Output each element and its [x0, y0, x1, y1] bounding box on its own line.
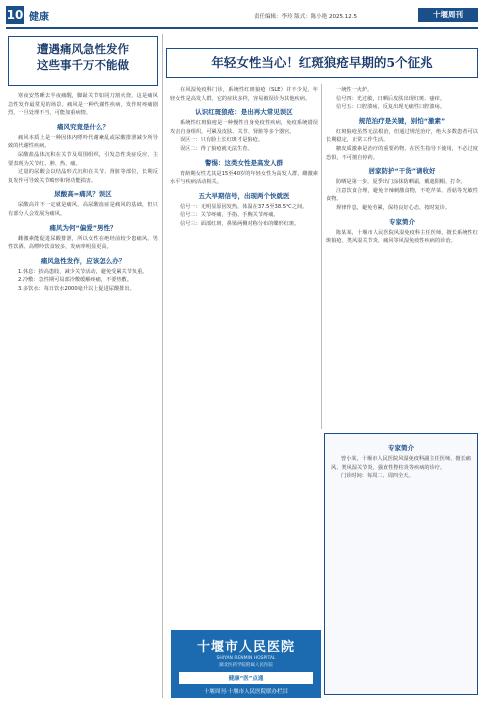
right-paragraph: 在风湿免疫科门诊，系统性红斑狼疮（SLE）并不少见，年轻女性是高发人群。它的症状多样，容易被误诊为其他疾病。	[170, 87, 318, 102]
left-paragraph: 2.冷敷：急性期可局部冷敷缓解疼痛，不要热敷。	[18, 277, 132, 284]
page-number: 10	[6, 8, 24, 22]
left-paragraph: 雌激素能促进尿酸排泄，所以女性在绝经前较少患痛风。男性饮酒、高嘌呤饮食较多，发病率明显更高。	[8, 235, 158, 251]
ad-footer: 十堰周刊·十堰市人民医院联办栏目	[203, 689, 289, 695]
right-paragraph: 信号一：无明显原因发热，体温在37.5至38.5℃之间。	[180, 203, 308, 210]
expert-box-title: 专家简介	[388, 444, 414, 452]
newspaper-brand: 十堰周刊	[418, 8, 478, 22]
hospital-name-en: SHIYAN RENMIN HOSPITAL	[216, 656, 276, 661]
left-subhead-4: 痛风急性发作，应该怎么办？	[40, 256, 126, 265]
right-paragraph: 一统性一火炉。	[336, 87, 373, 93]
page-header	[0, 0, 483, 30]
header-rule	[6, 27, 478, 29]
right-paragraph: 误区二：得了狼疮就无法生育。	[180, 145, 253, 152]
right-paragraph: 注意饮食合理，避免辛辣刺激食物，不吃芹菜、香菇等光敏性食物。	[326, 187, 478, 203]
left-paragraph: 3.多饮水：每日饮水2000毫升以上促进尿酸排出。	[18, 285, 135, 292]
right-paragraph: 系统性红斑狼疮是一种慢性自身免疫性疾病，免疫系统错误攻击自身组织，可累及皮肤、关节、肾脏等多个器官。	[170, 120, 318, 135]
right-subhead-5: 居家防护“干货”请收好	[368, 167, 436, 176]
left-paragraph: 痛风本质上是一种因体内嘌呤代谢紊乱或尿酸排泄减少所导致的代谢性疾病。	[8, 134, 158, 150]
right-subhead-2: 警惕：这类女性是高发人群	[205, 158, 283, 167]
expert-intro-title: 专家简介	[389, 217, 415, 226]
right-paragraph: 红斑狼疮虽然无法根治，但通过规范治疗，绝大多数患者可以长期稳定，正常工作生活。	[326, 128, 478, 144]
hospital-ad	[171, 630, 321, 698]
left-paragraph: 尿酸高并不一定就是痛风，高尿酸血症是痛风的基础，但只有部分人会发展为痛风。	[8, 202, 158, 217]
column-divider	[321, 84, 322, 429]
hospital-affiliation: 湖北医药学院附属人民医院	[219, 663, 273, 668]
right-article-col-1	[170, 86, 318, 626]
left-subhead-3: 痛风为何“偏爱”男性？	[49, 223, 117, 232]
left-headline-line-1: 遭遇痛风急性发作	[37, 42, 129, 56]
left-paragraph: 尿酸盐晶体沉积在关节及周围组织，引发急性炎症反应，主要表现为关节红、肿、热、痛。	[8, 151, 158, 167]
right-paragraph: 糖皮质激素是治疗的重要药物，在医生指导下使用，不必过度恐惧，不可擅自停药。	[326, 145, 478, 161]
left-intro: 寒夜安然睡去半夜痛醒，脚趾关节如同刀割火烧，这是痛风急性发作最常见的场景。痛风是一种代谢性疾病，发作时疼痛剧烈，一旦处理不当，可能加重病情。	[8, 93, 158, 117]
left-subhead-1: 痛风究竟是什么？	[57, 122, 109, 131]
column-slogan: 健康“医”点通	[179, 672, 313, 684]
column-divider	[162, 34, 163, 698]
hospital-name: 十堰市人民医院	[196, 640, 295, 655]
right-paragraph: 育龄期女性尤其是15至40岁的年轻女性为高发人群，雌激素水平与疾病活动相关。	[170, 170, 318, 186]
left-article	[8, 92, 158, 698]
right-article-col-2	[326, 86, 478, 428]
left-paragraph: 1.休息：抬高患肢，减少关节活动，避免受累关节负重。	[18, 268, 148, 275]
right-paragraph: 信号三：面部红斑，鼻梁两侧对称分布的蝶形红斑。	[180, 220, 300, 227]
left-subhead-2: 尿酸高=痛风？误区	[54, 190, 112, 199]
right-paragraph: 信号四：光过敏，日晒后皮肤出现红斑、瘙痒。	[336, 95, 445, 102]
left-headline	[8, 36, 158, 86]
right-headline: 年轻女性当心！红斑狼疮早期的5个征兆	[166, 48, 478, 78]
right-subhead-3: 五大早期信号，出现两个快就医	[198, 191, 290, 200]
expert-box-text: 曾小某，十堰市人民医院风湿免疫科副主任医师，擅长痛风、类风湿关节炎、强直性脊柱炎等疾病的诊疗。	[331, 456, 471, 471]
right-paragraph: 信号二：关节疼痛，手指、手腕关节疼痛。	[180, 212, 279, 219]
right-subhead-4: 规范治疗是关键，别怕“激素”	[358, 116, 446, 125]
section-name: 健康	[29, 12, 49, 23]
right-paragraph: 信号五：口腔溃疡，反复出现无痛性口腔溃疡。	[336, 104, 445, 111]
expert-intro-text: 陈某某，十堰市人民医院风湿免疫科主任医师，擅长系统性红斑狼疮、类风湿关节炎、痛风等风湿免疫性疾病的诊治。	[326, 229, 478, 245]
right-paragraph: 防晒是第一步，夏季出门涂抹防晒霜，戴遮阳帽、打伞。	[336, 179, 466, 186]
right-paragraph: 规律作息，避免劳累，保持良好心态，按时复诊。	[336, 204, 451, 211]
expert-box	[324, 433, 478, 695]
expert-box-text: 门诊时间：每周二、周四全天。	[341, 473, 414, 480]
page-meta: 责任编辑：李玲 版式：陈小艳 2025.12.5	[254, 14, 357, 20]
right-subhead-1: 认识红斑狼疮：是出再大常见误区	[195, 108, 293, 117]
right-paragraph: 误区一：只有脸上长红斑才是狼疮。	[180, 137, 264, 144]
left-headline-line-2: 这些事千万不能做	[37, 58, 129, 72]
left-paragraph: 过量的尿酸会以结晶形式沉积在关节、肾脏等部位，长期反复发作可导致关节畸形和肾功能损害。	[8, 169, 158, 184]
